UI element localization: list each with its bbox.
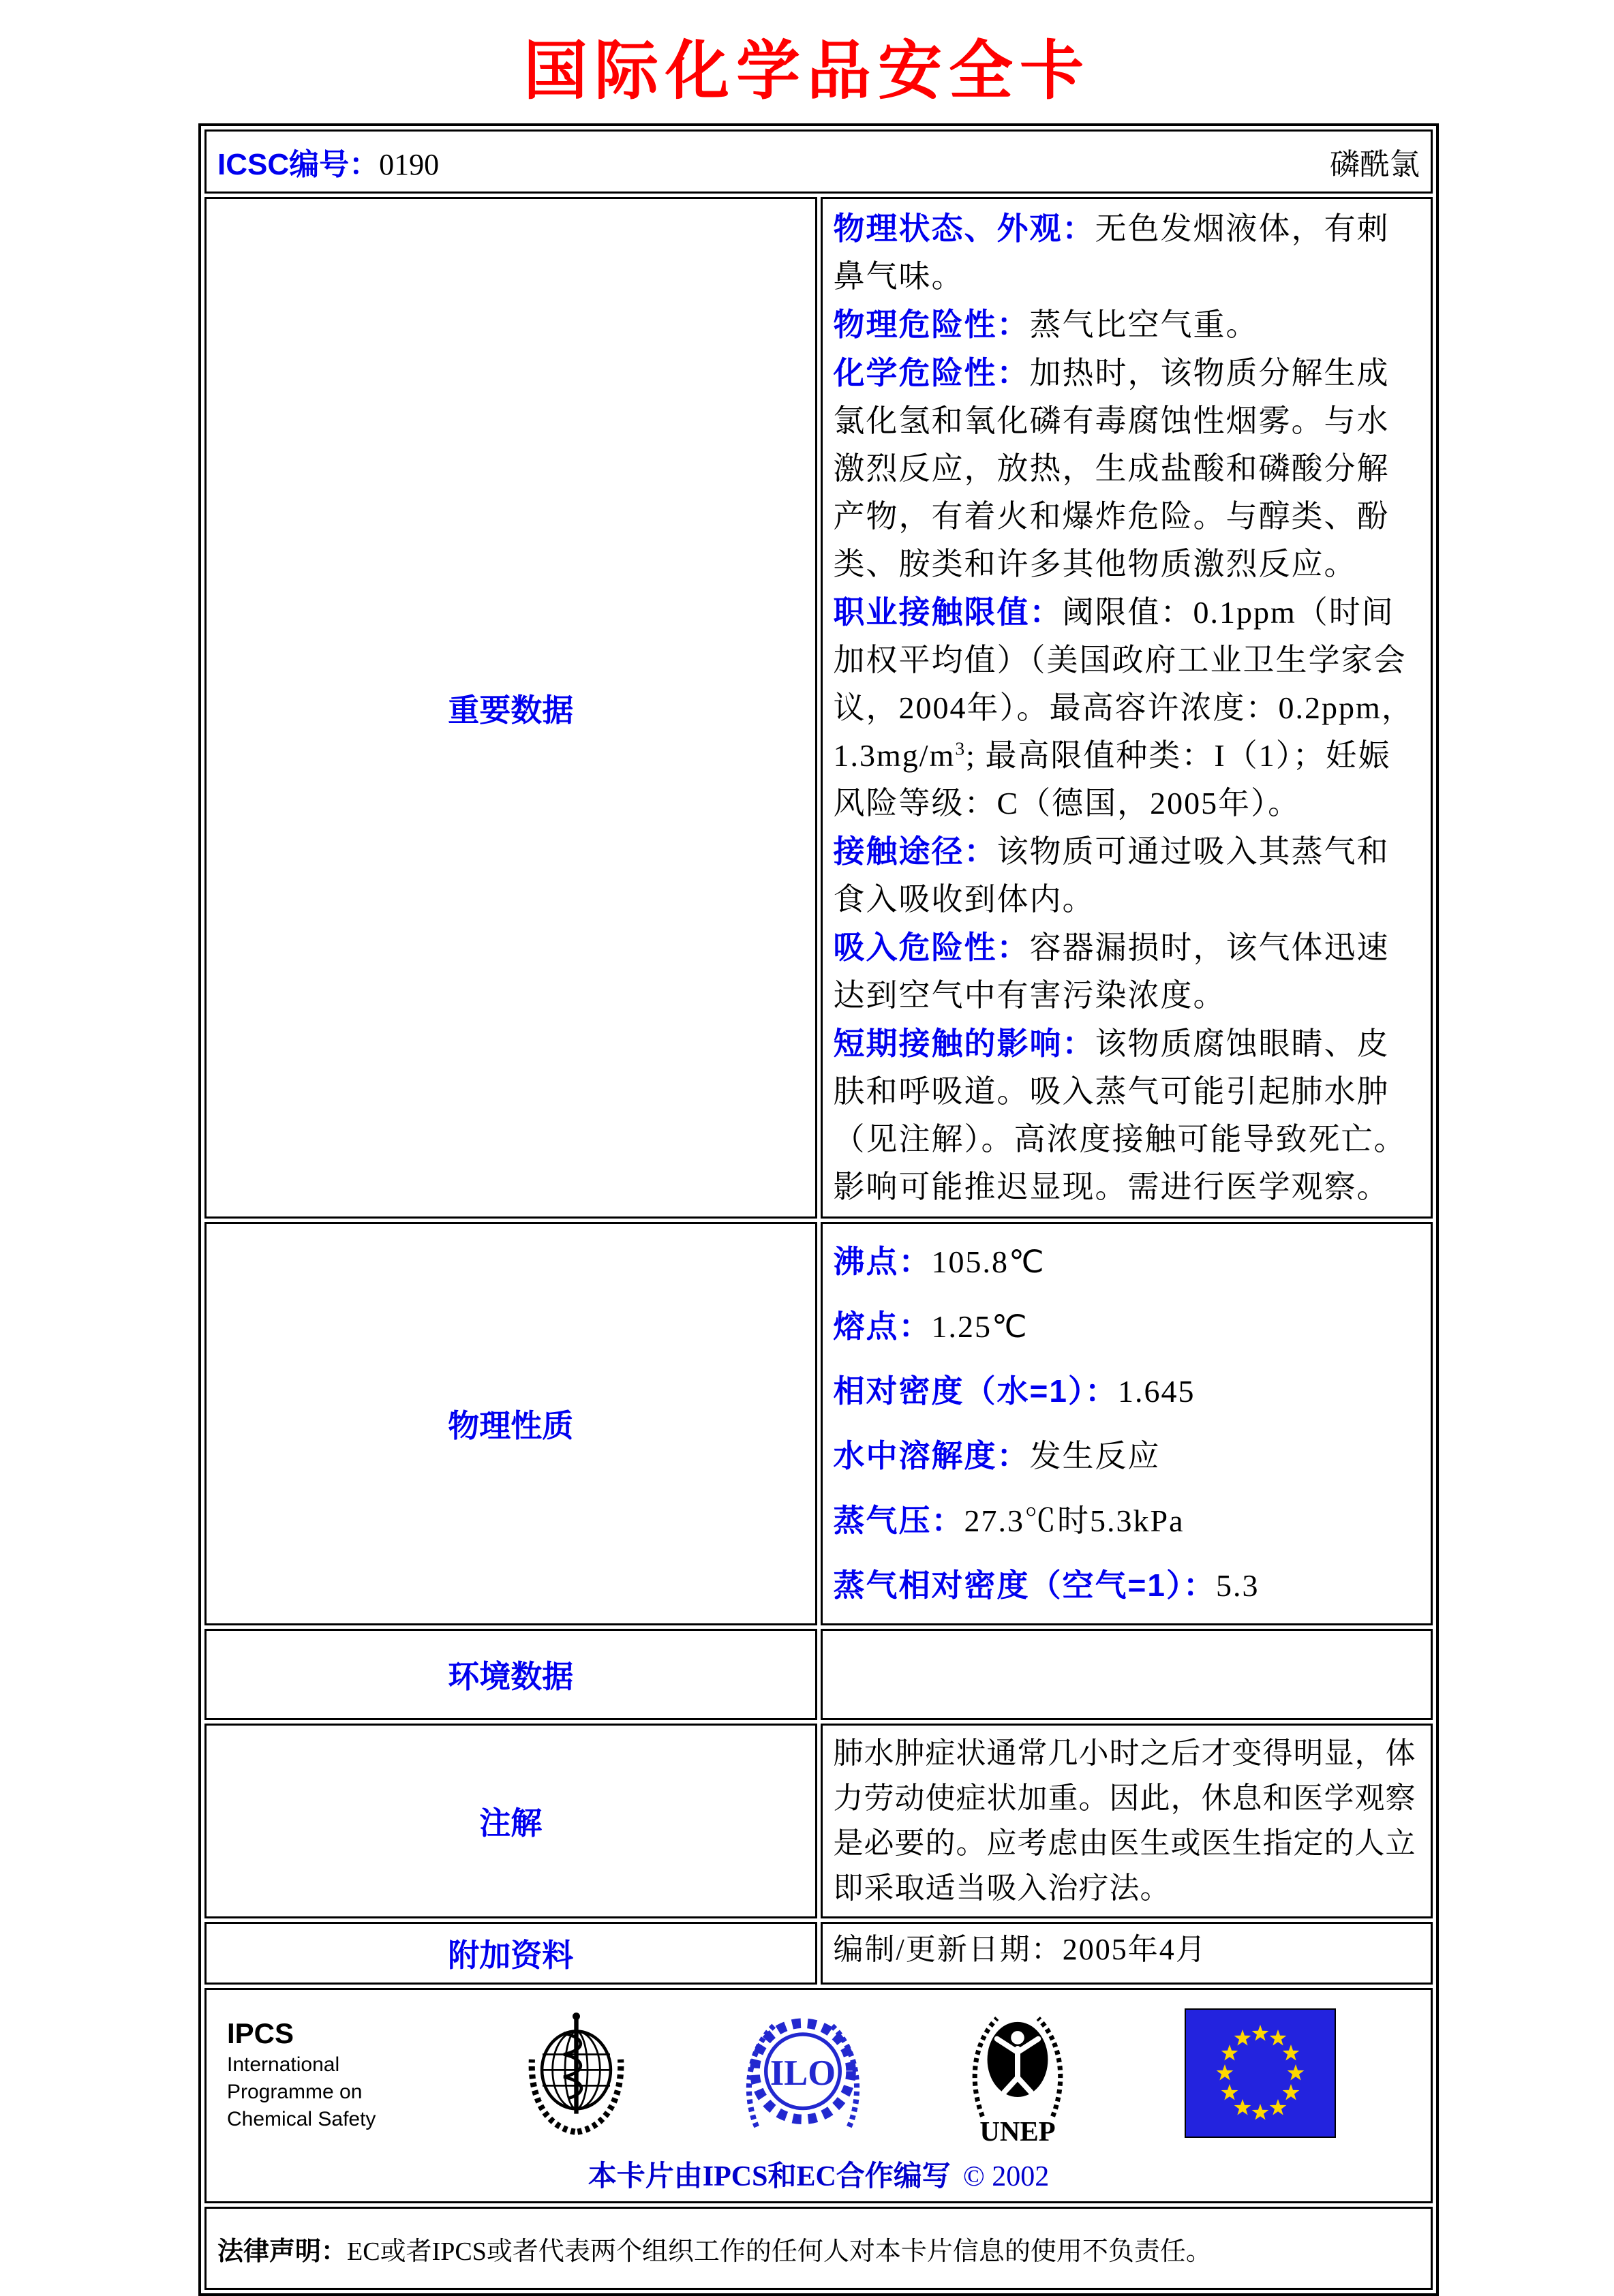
header-row: [204, 129, 1433, 194]
caption-text: 本卡片由IPCS和EC合作编写: [588, 2161, 951, 2192]
physical-property: 蒸气压：27.3℃时5.3kPa: [833, 1503, 1185, 1538]
ipcs-text-block: IPCS International Programme on Chemical Safety: [227, 2016, 418, 2133]
important-entry: 吸入危险性：容器漏损时，该气体迅速达到空气中有害污染浓度。: [833, 930, 1390, 1013]
physical-property: 熔点：1.25℃: [833, 1308, 1029, 1344]
important-entry: 职业接触限值：阈限值：0.1ppm（时间加权平均值）（美国政府工业卫生学家会议，2004年）。最高容许浓度：0.2ppm，$1.3mg/m^3$; 最高限值种类：I（1）；妊娠风险等级：C（德国，2005年）。: [833, 594, 1414, 821]
important-entry: 短期接触的影响：该物质腐蚀眼睛、皮肤和呼吸道。吸入蒸气可能引起肺水肿（见注解）。高浓度接触可能导致死亡。影响可能推迟显现。需进行医学观察。: [833, 1026, 1407, 1204]
ilo-label: ILO: [770, 2053, 836, 2093]
unep-logo-icon: [963, 2000, 1072, 2149]
section-content-environmental-data: [821, 1629, 1433, 1720]
legal-row: [204, 2207, 1433, 2290]
legal-cell: [204, 2207, 1433, 2290]
icsc-number-label: ICSC编号：: [217, 148, 380, 181]
logos-cell: [204, 1988, 1433, 2203]
copyright-text: © 2002: [962, 2161, 1050, 2192]
important-data-row: [204, 197, 1433, 1219]
physical-property: 水中溶解度：发生反应: [833, 1438, 1161, 1473]
chemical-name: 磷酰氯: [1330, 148, 1420, 181]
ilo-logo-icon: [738, 2008, 868, 2141]
unep-label: UNEP: [979, 2116, 1056, 2146]
environmental-data-row: [204, 1629, 1433, 1720]
header-cell: [204, 129, 1433, 194]
page-title: 国际化学品安全卡: [523, 36, 1091, 107]
important-entry: 物理危险性：蒸气比空气重。: [833, 307, 1259, 342]
section-label-additional-info: 附加资料: [204, 1922, 817, 1985]
important-entry: 化学危险性：加热时，该物质分解生成氯化氢和氧化磷有毒腐蚀性烟雾。与水激烈反应，放热，生成盐酸和磷酸分解产物，有着火和爆炸危险。与醇类、酚类、胺类和许多其他物质激烈反应。: [833, 355, 1390, 581]
notes-text: 肺水肿症状通常几小时之后才变得明显，体力劳动使症状加重。因此，休息和医学观察是必要的。应考虑由医生或医生指定的人立即采取适当吸入治疗法。: [833, 1736, 1416, 1905]
icsc-card-table: [198, 123, 1439, 2296]
legal-label: 法律声明：: [217, 2237, 348, 2266]
ipcs-title: IPCS: [227, 2017, 294, 2049]
additional-info-row: [204, 1922, 1433, 1985]
section-content-physical-properties: [821, 1222, 1433, 1625]
section-content-additional-info: 编制/更新日期：2005年4月: [821, 1922, 1433, 1985]
section-content-notes: [821, 1724, 1433, 1918]
section-content-important-data: [821, 197, 1433, 1219]
notes-row: [204, 1724, 1433, 1918]
physical-property: 沸点：105.8℃: [833, 1244, 1046, 1279]
physical-property: 蒸气相对密度（空气=1）：5.3: [833, 1567, 1260, 1603]
logos-row: [204, 1988, 1433, 2203]
icsc-number: [217, 140, 439, 183]
section-label-notes: 注解: [204, 1724, 817, 1918]
important-entry: 接触途径：该物质可通过吸入其蒸气和食入吸收到体内。: [833, 833, 1390, 917]
eu-flag-icon: [1185, 2008, 1336, 2141]
important-entry: 物理状态、外观：无色发烟液体，有刺鼻气味。: [833, 211, 1390, 294]
physical-properties-row: [204, 1222, 1433, 1625]
section-label-important-data: 重要数据: [204, 197, 817, 1219]
icsc-number-value: 0190: [379, 148, 440, 181]
section-label-physical-properties: 物理性质: [204, 1222, 817, 1625]
who-logo-icon: [520, 2008, 633, 2141]
physical-property: 相对密度（水=1）：1.645: [833, 1373, 1196, 1409]
section-label-environmental-data: 环境数据: [204, 1629, 817, 1720]
legal-text: EC或者IPCS或者代表两个组织工作的任何人对本卡片信息的使用不负责任。: [347, 2237, 1212, 2266]
footer-caption: [227, 2154, 1410, 2194]
